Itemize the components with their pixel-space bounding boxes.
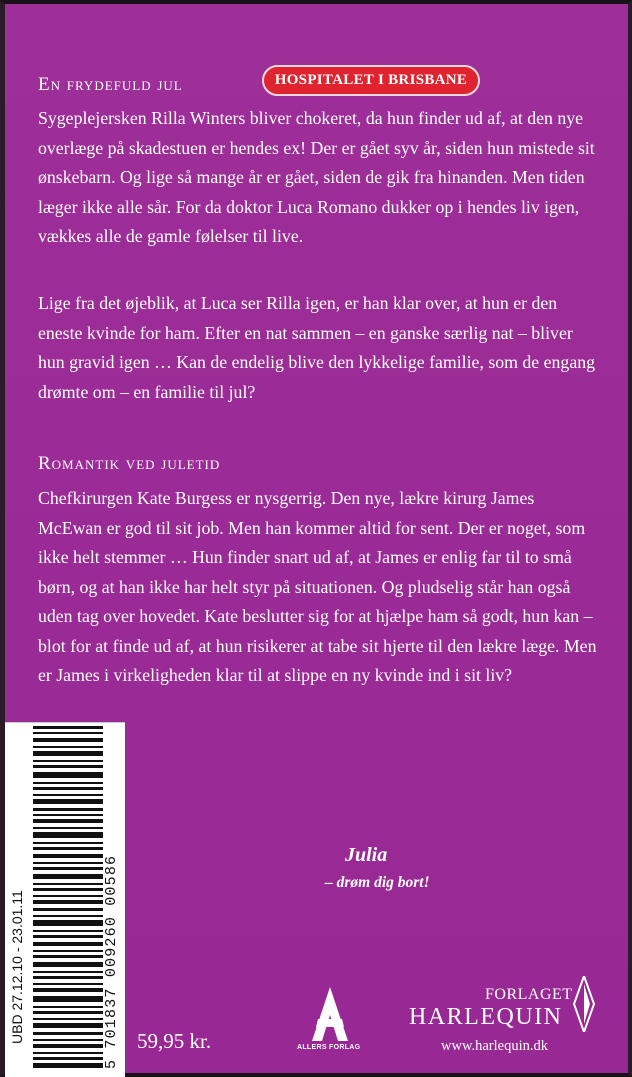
section1-paragraph-2: Lige fra det øjeblik, at Luca ser Rilla igen, er han klar over, at hun er den eneste kvinde for ham. Efter en nat sammen – en ganske særlig nat – bliver hun gravid igen … Kan de endelig blive den lykkelige familie, som de engang drømte om – en familie til jul? xyxy=(38,293,595,402)
tagline-title: Julia xyxy=(345,844,388,866)
section1-heading: En frydefuld jul xyxy=(38,74,183,95)
publisher-name: HARLEQUIN xyxy=(409,1004,563,1030)
barcode-bars xyxy=(33,726,103,1068)
publisher-line1: FORLAGET xyxy=(485,986,573,1003)
barcode-digits: 5 701837 009260 00586 xyxy=(103,854,120,1069)
allers-logo-text: ALLERS FORLAG xyxy=(297,1044,361,1051)
section2-heading: Romantik ved juletid xyxy=(38,453,221,474)
allers-logo-icon xyxy=(290,979,370,1054)
harlequin-diamond-icon xyxy=(573,976,595,1032)
tagline-subtitle: – drøm dig bort! xyxy=(325,874,430,891)
publisher-url[interactable]: www.harlequin.dk xyxy=(441,1038,548,1054)
price: 59,95 kr. xyxy=(137,1029,212,1053)
series-badge: HOSPITALET I BRISBANE xyxy=(262,65,480,96)
section1-paragraph-1: Sygeplejersken Rilla Winters bliver chokeret, da hun finder ud af, at den nye overlæge på skadestuen er hendes ex! Der er gået syv år, siden hun mistede sit ønskebarn. Og lige så mange år er gået, siden de gik fra hinanden. Men tiden læger ikke alle sår. For da doktor Luca Romano dukker op i hendes liv igen, vækkes alle de gamle følelser til live. xyxy=(38,108,595,246)
barcode-date-text: UBD 27.12.10 - 23.01.11 xyxy=(9,890,25,1044)
section2-paragraph: Chefkirurgen Kate Burgess er nysgerrig. Den nye, lækre kirurg James McEwan er god til sit job. Men han kommer altid for sent. Der er noget, som ikke helt stemmer … Hun finder snart ud af, at James er enlig far til to små børn, og at han ikke har helt styr på situationen. Og pludselig står han også uden tag over hovedet. Kate beslutter sig for at hjælpe ham så godt, hun kan – blot for at finde ud af, at hun risikerer at tabe sit hjerte til den lækre læge. Men er James i virkeligheden klar til at slippe en ny kvinde ind i sit liv? xyxy=(38,488,597,685)
